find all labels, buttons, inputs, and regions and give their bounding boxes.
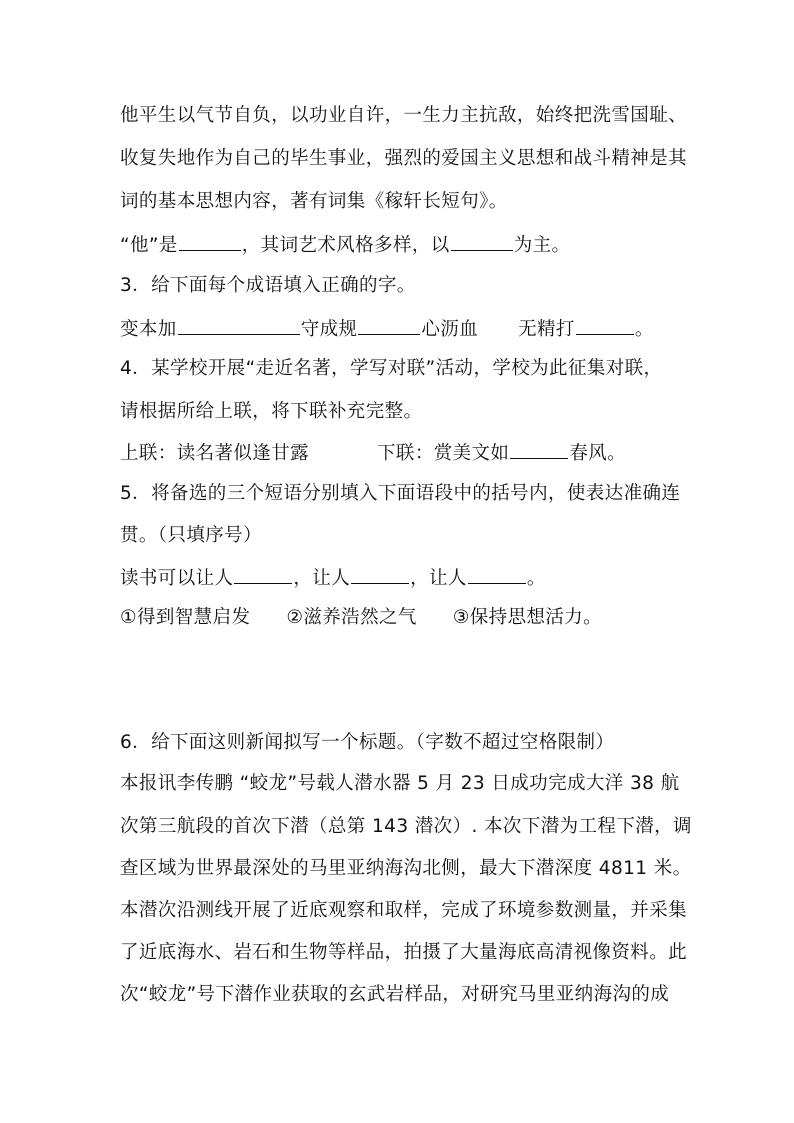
q5-title: 5．将备选的三个短语分别填入下面语段中的括号内，使表达准确连 — [120, 483, 681, 504]
q3-blank-2[interactable] — [358, 316, 420, 335]
q6-news-line-1: 本报讯李传鹏 “蛟龙”号载人潜水器 5 月 23 日成功完成大洋 38 航 — [120, 773, 680, 794]
q2-text-b: ，其词艺术风格多样，以 — [241, 235, 450, 256]
q5-option-2: ②滋养浩然之气 — [286, 607, 417, 628]
q4-lower-couplet-a: 下联：赏美文如 — [377, 443, 510, 464]
q3-blank-1[interactable] — [178, 316, 300, 335]
q6-title: 6．给下面这则新闻拟写一个标题。（字数不超过空格限制） — [120, 732, 615, 753]
q3-blank-3[interactable] — [576, 316, 634, 335]
q5-blank-1[interactable] — [234, 565, 292, 584]
paragraph-line-1: 他平生以气节自负，以功业自许，一生力主抗敌，始终把洗雪国耻、 — [120, 105, 688, 126]
q3-item-1: 变本加 — [120, 319, 177, 340]
q3-item-2: 守成规 — [300, 319, 358, 340]
q5-text-c: ，让人 — [410, 568, 467, 589]
q2-blank-2[interactable] — [451, 232, 513, 251]
q3-item-3: 心沥血 — [421, 319, 479, 340]
paragraph-line-3: 词的基本思想内容，著有词集《稼轩长短句》。 — [120, 191, 508, 212]
q5-text-d: 。 — [526, 568, 546, 589]
q6-news-line-2: 次第三航段的首次下潜（总第 143 潜次）. 本次下潜为工程下潜，调 — [120, 816, 692, 837]
q3-title: 3．给下面每个成语填入正确的字。 — [120, 275, 416, 296]
q6-news-line-6: 次“蛟龙”号下潜作业获取的玄武岩样品，对研究马里亚纳海沟的成 — [120, 984, 670, 1005]
q3-items — [120, 316, 654, 343]
q6-news-line-3: 查区域为世界最深处的马里亚纳海沟北侧，最大下潜深度 4811 米。 — [120, 858, 692, 879]
q5-text-b: ，让人 — [293, 568, 351, 589]
q4-blank[interactable] — [510, 440, 568, 459]
q2-blank-1[interactable] — [179, 232, 241, 251]
q2-text-c: 为主。 — [513, 235, 571, 256]
q5-blank-3[interactable] — [468, 565, 526, 584]
q2-fill-line — [120, 232, 570, 259]
q4-lower-couplet-b: 春风。 — [569, 443, 627, 464]
q5-options — [120, 605, 602, 631]
q5-line-2: 贯。（只填序号） — [120, 525, 262, 546]
q5-text-a: 读书可以让人 — [120, 568, 234, 589]
q4-line-2: 请根据所给上联，将下联补充完整。 — [120, 401, 423, 422]
q6-news-line-5: 了近底海水、岩石和生物等样品，拍摄了大量海底高清视像资料。此 — [120, 942, 688, 963]
q5-sentence — [120, 565, 546, 592]
paragraph-line-2: 收复失地作为自己的毕生事业，强烈的爱国主义思想和战斗精神是其 — [120, 148, 688, 169]
q5-option-1: ①得到智慧启发 — [120, 607, 251, 628]
q2-text-a: “他”是 — [120, 235, 178, 256]
q4-upper-couplet: 上联：读名著似逢甘露 — [120, 443, 310, 464]
q5-option-3: ③保持思想活力。 — [452, 607, 603, 628]
q4-couplet — [120, 440, 626, 467]
q5-blank-2[interactable] — [351, 565, 409, 584]
q3-item-4: 无精打 — [518, 319, 575, 340]
q4-title: 4．某学校开展“走近名著，学写对联”活动，学校为此征集对联， — [120, 358, 663, 379]
q3-item-4-end: 。 — [634, 319, 654, 340]
q6-news-line-4: 本潜次沿测线开展了近底观察和取样，完成了环境参数测量，并采集 — [120, 900, 688, 921]
